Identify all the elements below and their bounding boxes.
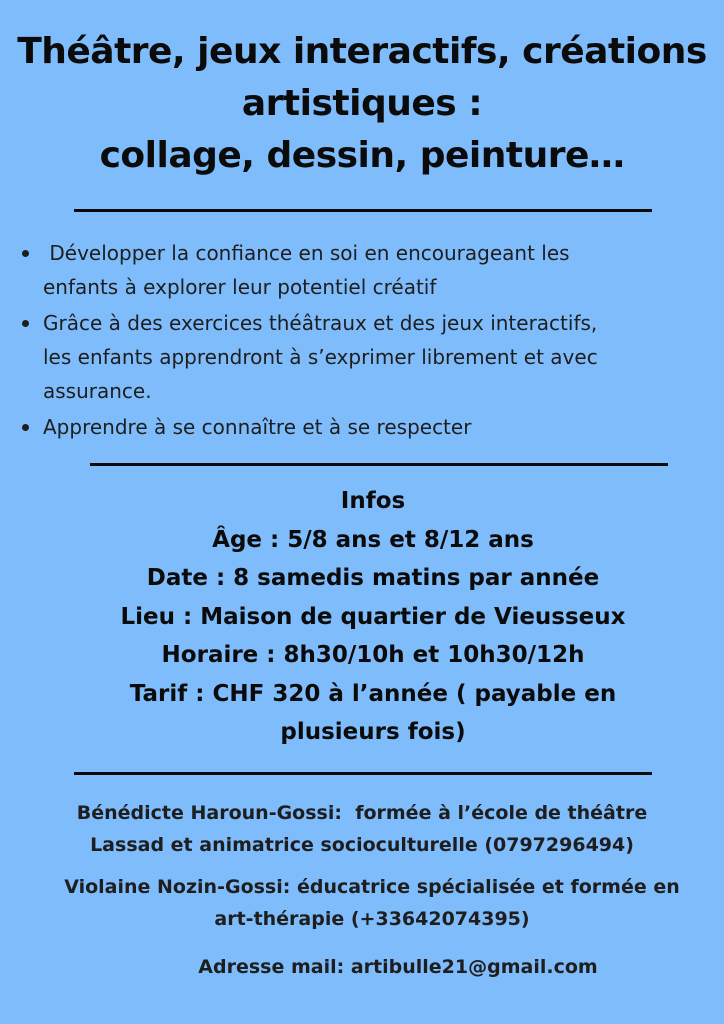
contact-violaine-line-1: Violaine Nozin-Gossi: éducatrice spécialisée et formée en (64, 876, 680, 898)
goal-item-confidence (20, 236, 710, 304)
email-address: Adresse mail: artibulle21@gmail.com (198, 956, 598, 978)
info-price-line-2: plusieurs fois) (280, 719, 466, 745)
divider-middle (90, 463, 668, 466)
divider-top (74, 209, 652, 212)
goal-text-line: enfants à explorer leur potentiel créatif (43, 275, 437, 299)
goal-item-expression (20, 306, 710, 408)
flyer-title-line-1: Théâtre, jeux interactifs, créations (17, 31, 707, 72)
contact-email (36, 951, 724, 983)
flyer-title-line-2: artistiques : (241, 83, 483, 124)
info-price-line-1: Tarif : CHF 320 à l’année ( payable en (129, 680, 617, 707)
goal-text-line: assurance. (43, 379, 152, 403)
bullet-dot-icon (22, 320, 29, 327)
bullet-dot-icon (22, 250, 29, 257)
goal-item-respect (20, 410, 710, 444)
contact-violaine (10, 871, 724, 935)
infos-heading: Infos (340, 488, 406, 514)
info-schedule: Horaire : 8h30/10h et 10h30/12h (161, 642, 585, 668)
divider-bottom (74, 772, 652, 775)
bullet-dot-icon (22, 424, 29, 431)
contact-violaine-line-2: art-thérapie (+33642074395) (214, 908, 530, 930)
contact-benedicte-line-2: Lassad et animatrice socioculturelle (0797296494) (90, 834, 634, 856)
contact-benedicte (0, 797, 724, 861)
info-age: Âge : 5/8 ans et 8/12 ans (212, 526, 534, 553)
goal-text-line: Grâce à des exercices théâtraux et des jeux interactifs, (43, 311, 598, 335)
contact-benedicte-line-1: Bénédicte Haroun-Gossi: formée à l’école de théâtre (76, 802, 648, 824)
infos-section (0, 482, 724, 752)
flyer-title (0, 26, 724, 182)
info-date: Date : 8 samedis matins par année (146, 565, 600, 591)
info-location: Lieu : Maison de quartier de Vieusseux (120, 603, 626, 630)
goal-text-line: les enfants apprendront à s’exprimer librement et avec (43, 345, 598, 369)
goal-text-line: Développer la confiance en soi en encourageant les (43, 241, 570, 265)
flyer-title-line-3: collage, dessin, peinture… (99, 135, 625, 176)
goal-text-line: Apprendre à se connaître et à se respecter (43, 415, 472, 439)
goals-list (20, 236, 710, 446)
